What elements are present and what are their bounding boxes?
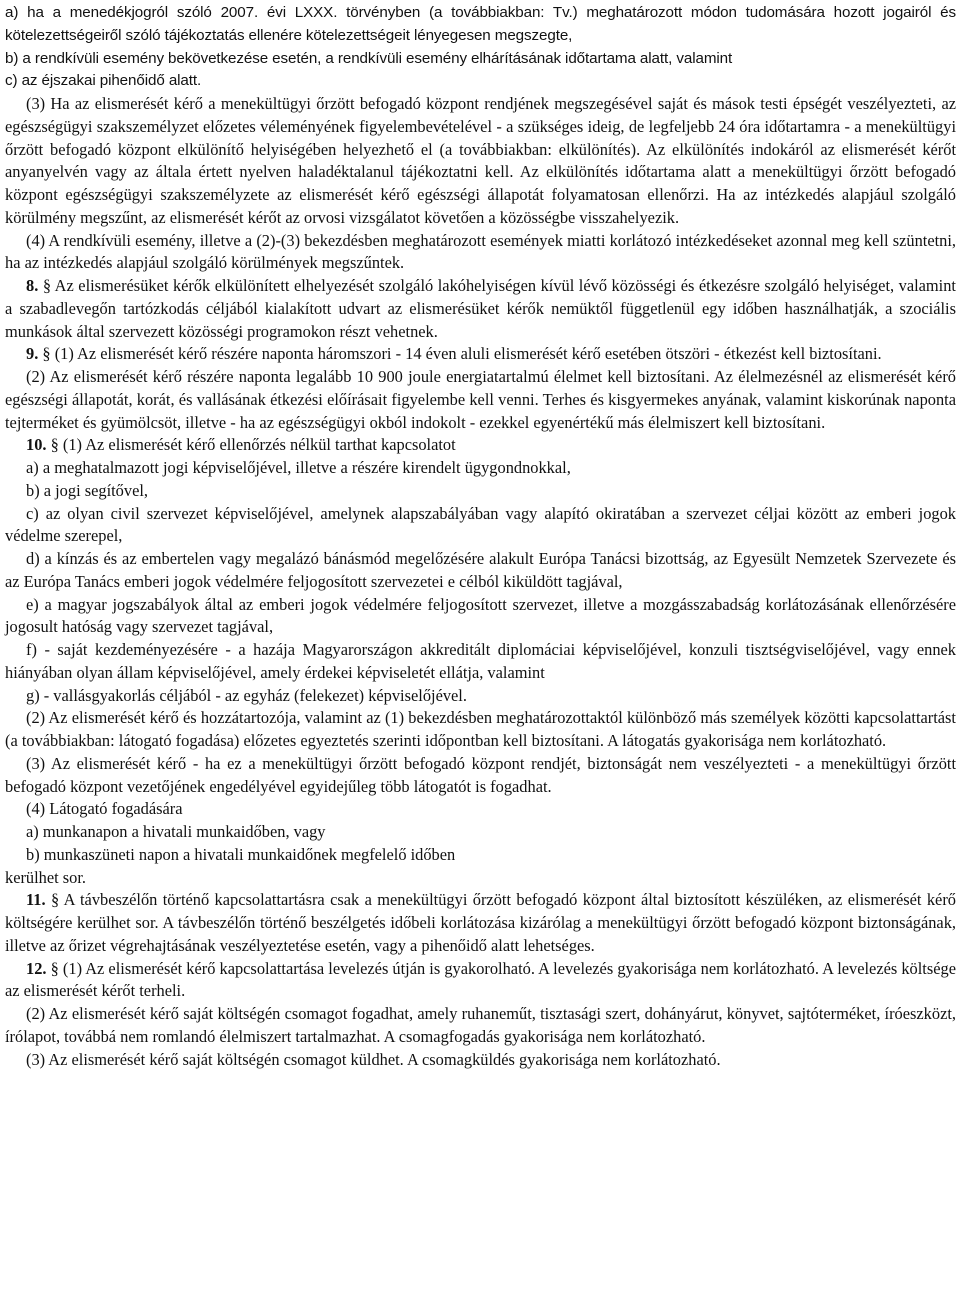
- paragraph-text: (4) A rendkívüli esemény, illetve a (2)-(3) bekezdésben meghatározott események miatti korlátozó intézkedéseket azonnal meg kell szüntetni, ha az intézkedés alapjául szolgáló körülmények megszűntek.: [5, 230, 956, 273]
- paragraph-text: e) a magyar jogszabályok által az emberi jogok védelmére feljogosított szervezet, illetve a mozgásszabadság korlátozásának ellenőrzésére jogosult hatóság vagy szervezet tagjával,: [5, 594, 956, 637]
- section-10-item-a: [5, 457, 956, 480]
- section-10-para-4-closing: [5, 867, 956, 890]
- section-10-item-f: [5, 639, 956, 685]
- section-number: 8.: [26, 276, 39, 295]
- paragraph-text: b) a rendkívüli esemény bekövetkezése esetén, a rendkívüli esemény elhárításának időtartama alatt, valamint: [5, 49, 733, 67]
- paragraph-text: (3) Az elismerését kérő - ha ez a menekültügyi őrzött befogadó központ rendjét, biztonságát nem veszélyezteti - a menekültügyi őrzött befogadó központ vezetőjének engedélyével egyidejűleg több látogatót is fogadhat.: [5, 753, 956, 796]
- paragraph-text: (3) Az elismerését kérő saját költségén csomagot küldhet. A csomagküldés gyakorisága nem korlátozható.: [26, 1049, 721, 1069]
- section-12-para-1: [5, 958, 956, 1004]
- section-number: 11.: [26, 890, 46, 910]
- section-number: 12.: [26, 958, 47, 978]
- paragraph-text: (2) Az elismerését kérő és hozzátartozója, valamint az (1) bekezdésben meghatározottaktól különböző más személyek közötti kapcsolattartást (a továbbiakban: látogató fogadása) előzetes egyeztetés szerinti időpontban kell biztosítani. A látogatás gyakorisága nem korlátozható.: [5, 708, 956, 750]
- paragraph-text: a) a meghatalmazott jogi képviselőjével, illetve a részére kirendelt ügygondnokkal,: [26, 458, 571, 477]
- paragraph-text: d) a kínzás és az embertelen vagy megalázó bánásmód megelőzésére alakult Európa Tanácsi bizottság, az Egyesült Nemzetek Szervezete és az Európa Tanács emberi jogok védelmére feljogosított szervezetei e célból kiküldött tagjával,: [5, 549, 956, 591]
- paragraph-text: a) munkanapon a hivatali munkaidőben, vagy: [26, 822, 326, 841]
- section-number: 9.: [26, 344, 39, 364]
- section-10-para-3: [5, 753, 956, 799]
- paragraph-text: (3) Ha az elismerését kérő a menekültügyi őrzött befogadó központ rendjének megszegésével saját és mások testi épségét veszélyezteti, az egészségügyi szakszemélyzet előzetes véleményének figyelembevételével - a szükséges ideig, de legfeljebb 24 óra időtartamra - a menekültügyi őrzött befogadó központ elkülönítő helyiségében helyezhető el (a továbbiakban: elkülönítés). Az elkülönítés indokáról az elismerését kérőt anyanyelvén vagy az általa értett nyelven haladéktalanul tájékoztatni kell. Az elkülönítés időtartama alatt a menekültügyi őrzött befogadó központ egészségügyi szakszemélyzete az elismerését kérő egészségi állapotát folyamatosan ellenőrzi. Ha az intézkedés alapjául szolgáló körülmény megszűnt, az elismerését kérőt az orvosi vizsgálatot követően a közösségbe visszahelyezik.: [5, 94, 956, 227]
- section-10-para-4-item-b: [5, 844, 956, 867]
- paragraph-text: § (1) Az elismerését kérő ellenőrzés nélkül tarthat kapcsolatot: [50, 435, 456, 455]
- section-10-para-1: [5, 434, 956, 457]
- paragraph-text: (4) Látogató fogadására: [26, 799, 183, 819]
- section-9-para-2: [5, 366, 956, 434]
- paragraph-text: § A távbeszélőn történő kapcsolattartásra csak a menekültügyi őrzött befogadó központ által biztosított készüléken, az elismerését kérő költségére kerülhet sor. A távbeszélőn történő beszélgetés időbeli korlátozása kizárólag a menekültügyi őrzött befogadó központ biztonságának, illetve az őrizet végrehajtásának veszélyeztetése esetén, vagy a pihenőidő alatt lehetséges.: [5, 890, 956, 955]
- section-number: 10.: [26, 435, 47, 455]
- section-9-para-1: [5, 343, 956, 366]
- section-8: [5, 275, 956, 343]
- section-12-para-2: [5, 1003, 956, 1049]
- section-12-para-3: [5, 1049, 956, 1072]
- paragraph-text: c) az éjszakai pihenőidő alatt.: [5, 72, 202, 90]
- section-10-item-b: [5, 480, 956, 503]
- paragraph-text: a) ha a menedékjogról szóló 2007. évi LXXX. törvényben (a továbbiakban: Tv.) meghatározott módon tudomására hozott jogairól és kötelezettségeiről szóló tájékoztatás ellenére kötelezettségeit lényegesen megszegte,: [5, 4, 956, 44]
- section-10-para-4-item-a: [5, 821, 956, 844]
- paragraph-text: § (1) Az elismerését kérő részére naponta háromszori - 14 éven aluli elismerését kérő esetében ötszöri - étkezést kell biztosítani.: [42, 344, 882, 364]
- para-4-korlatozo-intezkedesek: [5, 230, 956, 276]
- paragraph-text: § Az elismerésüket kérők elkülönített elhelyezését szolgáló lakóhelyiségen kívül lévő közösségi és étkezésre szolgáló helyiséget, valamint a szabadlevegőn tartózkodás céljából kialakított udvart az elismerésüket kérők nemüktől függetlenül egy időben használhatják, a szociális munkások által szervezett közösségi programokon részt vehetnek.: [5, 276, 956, 341]
- paragraph-text: g) - vallásgyakorlás céljából - az egyház (felekezet) képviselőjével.: [26, 685, 467, 705]
- item-c-ejszakai-pihenoido: [5, 70, 956, 93]
- item-b-rendkivuli-esemeny: [5, 48, 956, 71]
- paragraph-text: kerülhet sor.: [5, 867, 87, 887]
- section-11: [5, 889, 956, 957]
- para-3-elkulonites: [5, 93, 956, 230]
- item-a-menedekjog: [5, 2, 956, 48]
- section-10-para-4: [5, 798, 956, 821]
- paragraph-text: (2) Az elismerését kérő részére naponta legalább 10 900 joule energiatartalmú élelmet kell biztosítani. Az élelmezésnél az elismerését kérő egészségi állapotát, korát, és vallásának étkezési előírásait figyelembe kell venni. Terhes és kisgyermekes anyának, valamint kiskorúnak naponta tejterméket és gyümölcsöt, illetve - ha az egészségügyi okból indokolt - ezekkel egyenértékű más élelmiszert kell biztosítani.: [5, 367, 956, 432]
- paragraph-text: (2) Az elismerését kérő saját költségén csomagot fogadhat, amely ruhaneműt, tisztasági szert, dohányárut, könyvet, sajtóterméket, íróeszközt, írólapot, továbbá nem romlandó élelmiszert tartalmazhat. A csomagfogadás gyakorisága nem korlátozható.: [5, 1004, 956, 1046]
- section-10-item-d: [5, 548, 956, 594]
- paragraph-text: b) a jogi segítővel,: [26, 480, 148, 500]
- paragraph-text: b) munkaszüneti napon a hivatali munkaidőnek megfelelő időben: [26, 844, 456, 864]
- section-10-item-g: [5, 685, 956, 708]
- paragraph-text: c) az olyan civil szervezet képviselőjével, amelynek alapszabályában vagy alapító okiratában a szervezet céljai között az emberi jogok védelme szerepel,: [5, 503, 956, 546]
- paragraph-text: f) - saját kezdeményezésére - a hazája Magyarországon akkreditált diplomáciai képviselőjével, konzuli tisztségviselőjével, vagy ennek hiányában olyan állam képviselőjével, amely érdekei képviseletét ellátja, valamint: [5, 640, 956, 682]
- section-10-item-e: [5, 594, 956, 640]
- section-10-item-c: [5, 503, 956, 549]
- section-10-para-2: [5, 707, 956, 753]
- paragraph-text: § (1) Az elismerését kérő kapcsolattartása levelezés útján is gyakorolható. A levelezés gyakorisága nem korlátozható. A levelezés költsége az elismerését kérőt terheli.: [5, 958, 956, 1001]
